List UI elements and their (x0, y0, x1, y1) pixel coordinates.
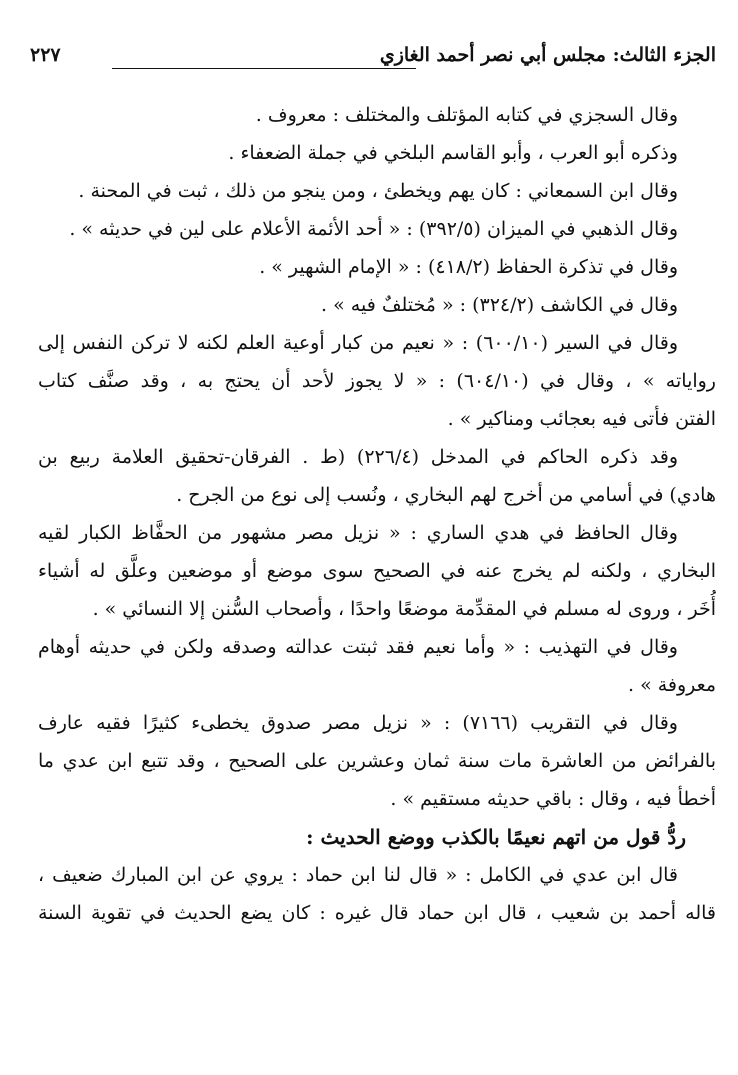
running-title: الجزء الثالث: مجلس أبي نصر أحمد الغازي (379, 44, 716, 66)
text-line: وقال الحافظ في هدي الساري : « نزيل مصر مشهور من الحفَّاظ الكبار لقيه (38, 522, 678, 544)
page-header (30, 44, 716, 84)
text-line: وقال ابن السمعاني : كان يهم ويخطئ ، ومن ينجو من ذلك ، ثبت في المحنة . (78, 180, 678, 202)
text-line: وقال في التقريب (٧١٦٦) : « نزيل مصر صدوق يخطىء كثيرًا فقيه عارف (38, 712, 678, 734)
text-line: قال ابن عدي في الكامل : « قال لنا ابن حماد : يروي عن ابن المبارك ضعيف ، (38, 864, 678, 886)
page-number: ٢٢٧ (30, 44, 61, 66)
section-heading: ردُّ قول من اتهم نعيمًا بالكذب ووضع الحديث : (306, 825, 686, 849)
text-line: أخطأ فيه ، وقال : باقي حديثه مستقيم » . (390, 788, 716, 810)
text-line: بالفرائض من العاشرة مات سنة ثمان وعشرين على الصحيح ، وقد تتبع ابن عدي ما (38, 750, 716, 772)
header-rule (112, 68, 416, 69)
text-line: وقال في السير (٦٠٠/١٠) : « نعيم من كبار أوعية العلم لكنه لا تركن النفس إلى (38, 332, 678, 354)
text-line: هادي) في أسامي من أخرج لهم البخاري ، ونُسب إلى نوع من الجرح . (176, 484, 716, 506)
text-line: وذكره أبو العرب ، وأبو القاسم البلخي في جملة الضعفاء . (228, 142, 678, 164)
text-line: الفتن فأتى فيه بعجائب ومناكير » . (447, 408, 716, 430)
text-line: وقال في الكاشف (٣٢٤/٢) : « مُختلفٌ فيه » . (321, 294, 678, 316)
text-line: وقال في التهذيب : « وأما نعيم فقد ثبتت عدالته وصدقه ولكن في حديثه أوهام (38, 636, 678, 658)
text-line: أُخَر ، وروى له مسلم في المقدِّمة موضعًا واحدًا ، وأصحاب السُّنن إلا النسائي » . (92, 598, 716, 620)
text-line: وقال في تذكرة الحفاظ (٤١٨/٢) : « الإمام الشهير » . (259, 256, 678, 278)
text-line: البخاري ، ولكنه لم يخرج عنه في الصحيح سوى موضع أو موضعين وعلَّق له أشياء (38, 560, 716, 582)
text-line: وقد ذكره الحاكم في المدخل (٢٢٦/٤) (ط . الفرقان-تحقيق العلامة ربيع بن (38, 446, 678, 468)
text-line: وقال الذهبي في الميزان (٣٩٢/٥) : « أحد الأئمة الأعلام على لين في حديثه » . (69, 218, 678, 240)
body-text (38, 96, 716, 932)
text-line: وقال السجزي في كتابه المؤتلف والمختلف : معروف . (255, 104, 678, 126)
text-line: رواياته » ، وقال في (٦٠٤/١٠) : « لا يجوز لأحد أن يحتج به ، وقد صنَّف كتاب (38, 370, 716, 392)
text-line: معروفة » . (627, 674, 716, 696)
text-line: قاله أحمد بن شعيب ، قال ابن حماد قال غيره : كان يضع الحديث في تقوية السنة (38, 902, 716, 924)
